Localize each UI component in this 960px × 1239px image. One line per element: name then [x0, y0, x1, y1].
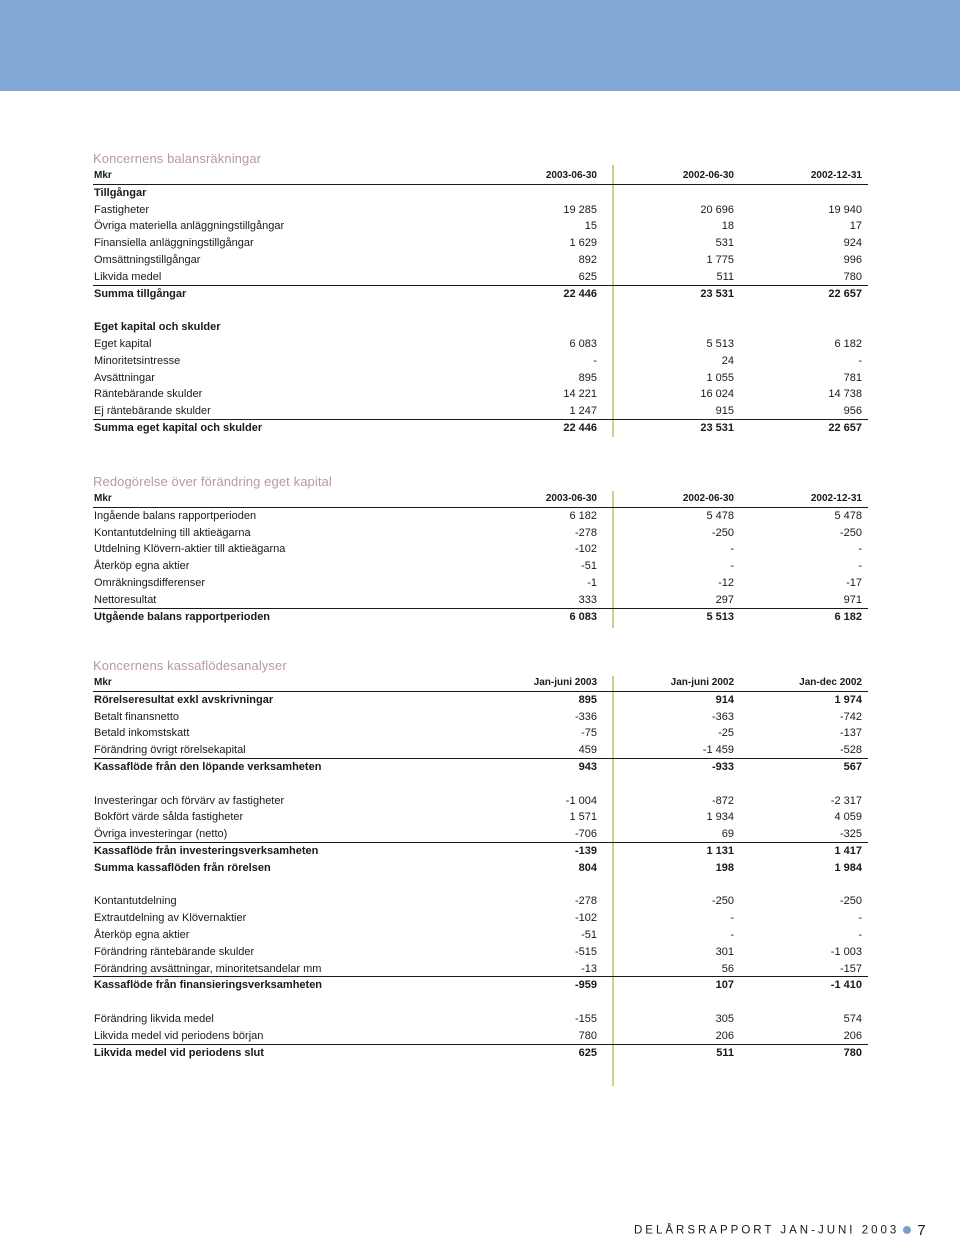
row-value: -933 — [711, 760, 734, 773]
table-row — [93, 269, 868, 286]
table-row — [93, 692, 868, 709]
row-value: 23 531 — [700, 421, 734, 434]
row-value: - — [858, 912, 862, 925]
table-row — [93, 541, 868, 558]
table-row — [93, 353, 868, 370]
table-row — [93, 793, 868, 810]
row-value: 22 446 — [563, 421, 597, 434]
row-value: - — [593, 354, 597, 367]
table-row — [93, 944, 868, 961]
row-value: 1 055 — [706, 371, 734, 384]
row-value: -278 — [574, 895, 597, 908]
row-label: Likvida medel vid periodens början — [94, 1029, 264, 1042]
table-row — [93, 843, 868, 860]
row-value: -528 — [839, 744, 862, 757]
row-value: -278 — [574, 526, 597, 539]
row-value: 20 696 — [700, 203, 734, 216]
row-value: 22 657 — [828, 421, 862, 434]
row-value: -515 — [574, 945, 597, 958]
row-value: - — [730, 912, 734, 925]
header-column-2: 2002-06-30 — [682, 493, 734, 504]
row-value: -1 — [587, 576, 597, 589]
table-row — [93, 742, 868, 759]
row-value: - — [730, 560, 734, 573]
row-value: 206 — [843, 1029, 862, 1042]
row-value: 23 531 — [700, 287, 734, 300]
row-value: 924 — [843, 237, 862, 250]
row-label: Fastigheter — [94, 203, 150, 216]
table-spacer — [93, 776, 868, 793]
table-row — [93, 1045, 868, 1062]
row-label: Finansiella anläggningstillgångar — [94, 237, 254, 250]
row-value: 19 285 — [563, 203, 597, 216]
row-value: 24 — [721, 354, 734, 367]
page-footer — [634, 1222, 926, 1239]
row-value: - — [858, 560, 862, 573]
table-row — [93, 252, 868, 269]
row-label: Räntebärande skulder — [94, 388, 203, 401]
row-value: 333 — [578, 593, 597, 606]
row-value: -2 317 — [830, 794, 862, 807]
row-value: -742 — [839, 710, 862, 723]
row-label: Kontantutdelning — [94, 895, 177, 908]
row-value: -139 — [574, 844, 597, 857]
table-row — [93, 910, 868, 927]
row-value: 22 446 — [563, 287, 597, 300]
row-value: 781 — [843, 371, 862, 384]
row-value: 1 629 — [569, 237, 597, 250]
header-column-1: 2003-06-30 — [545, 170, 597, 181]
table-row — [93, 977, 868, 994]
row-value: 5 478 — [706, 509, 734, 522]
row-label: Summa tillgångar — [94, 287, 187, 300]
eget-kapital-section — [93, 473, 868, 625]
row-value: 915 — [715, 405, 734, 418]
table-row — [93, 525, 868, 542]
row-value: 206 — [715, 1029, 734, 1042]
row-value: 14 738 — [828, 388, 862, 401]
row-value: 625 — [578, 1046, 597, 1059]
row-label: Återköp egna aktier — [94, 560, 190, 573]
row-value: 6 083 — [569, 610, 597, 623]
table-row — [93, 725, 868, 742]
row-value: -363 — [711, 710, 734, 723]
row-value: -51 — [581, 928, 597, 941]
row-label: Kassaflöde från finansieringsverksamheten — [94, 979, 323, 992]
table-spacer — [93, 302, 868, 319]
table-row — [93, 508, 868, 525]
table-row — [93, 386, 868, 403]
row-value: -51 — [581, 560, 597, 573]
table-row — [93, 759, 868, 776]
table-spacer — [93, 877, 868, 894]
row-label: Förändring räntebärande skulder — [94, 945, 255, 958]
row-value: 297 — [715, 593, 734, 606]
row-label: Summa eget kapital och skulder — [94, 421, 263, 434]
table-header-row — [93, 675, 868, 692]
row-value: 459 — [578, 744, 597, 757]
header-column-3: Jan-dec 2002 — [799, 677, 862, 688]
row-value: -325 — [839, 828, 862, 841]
table-header-row — [93, 168, 868, 185]
row-label: Eget kapital och skulder — [94, 321, 221, 334]
kassaflode-table — [93, 675, 868, 1061]
header-unit: Mkr — [94, 493, 112, 504]
row-label: Betald inkomstskatt — [94, 727, 190, 740]
row-value: -336 — [574, 710, 597, 723]
row-label: Förändring avsättningar, minoritetsandelar mm — [94, 962, 322, 975]
row-value: 892 — [578, 253, 597, 266]
row-value: 1 934 — [706, 811, 734, 824]
row-value: -1 004 — [565, 794, 597, 807]
row-label: Övriga investeringar (netto) — [94, 828, 228, 841]
header-unit: Mkr — [94, 170, 112, 181]
header-column-2: Jan-juni 2002 — [670, 677, 734, 688]
row-label: Kassaflöde från den löpande verksamheten — [94, 760, 322, 773]
table-row — [93, 403, 868, 420]
row-value: 956 — [843, 405, 862, 418]
row-label: Kassaflöde från investeringsverksamheten — [94, 844, 319, 857]
row-label: Rörelseresultat exkl avskrivningar — [94, 693, 274, 706]
table-row — [93, 218, 868, 235]
row-value: 971 — [843, 593, 862, 606]
row-value: 305 — [715, 1012, 734, 1025]
table-row — [93, 185, 868, 202]
row-label: Kontantutdelning till aktieägarna — [94, 526, 251, 539]
row-value: - — [730, 543, 734, 556]
row-value: 531 — [715, 237, 734, 250]
row-label: Extrautdelning av Klövernaktier — [94, 912, 247, 925]
row-label: Eget kapital — [94, 337, 152, 350]
row-value: -1 459 — [702, 744, 734, 757]
row-label: Investeringar och förvärv av fastigheter — [94, 794, 285, 807]
table-row — [93, 336, 868, 353]
row-label: Omsättningstillgångar — [94, 253, 201, 266]
header-column-2: 2002-06-30 — [682, 170, 734, 181]
row-value: 780 — [578, 1029, 597, 1042]
row-value: -250 — [711, 895, 734, 908]
row-value: -12 — [718, 576, 734, 589]
row-label: Summa kassaflöden från rörelsen — [94, 861, 271, 874]
row-value: 804 — [578, 861, 597, 874]
row-value: -13 — [581, 962, 597, 975]
table-row — [93, 826, 868, 843]
row-value: -75 — [581, 727, 597, 740]
row-label: Återköp egna aktier — [94, 928, 190, 941]
table-row — [93, 286, 868, 303]
row-value: 17 — [849, 220, 862, 233]
table-row — [93, 420, 868, 437]
bullet-dot-icon — [903, 1226, 911, 1234]
row-value: 574 — [843, 1012, 862, 1025]
row-value: - — [858, 928, 862, 941]
header-band — [0, 0, 960, 91]
row-value: 4 059 — [834, 811, 862, 824]
table-row — [93, 202, 868, 219]
table-row — [93, 558, 868, 575]
row-value: 914 — [715, 693, 734, 706]
row-value: 5 478 — [834, 509, 862, 522]
section-title: Redogörelse över förändring eget kapital — [93, 474, 332, 489]
row-value: 567 — [843, 760, 862, 773]
table-row — [93, 961, 868, 978]
page-number: 7 — [917, 1222, 926, 1239]
row-value: 780 — [843, 1046, 862, 1059]
row-value: 15 — [584, 220, 597, 233]
row-value: 301 — [715, 945, 734, 958]
row-label: Utdelning Klövern-aktier till aktieägarna — [94, 543, 286, 556]
kassaflode-section — [93, 657, 868, 1061]
table-spacer — [93, 994, 868, 1011]
row-label: Likvida medel — [94, 270, 162, 283]
row-value: 1 131 — [706, 844, 734, 857]
row-value: -155 — [574, 1012, 597, 1025]
row-value: - — [858, 543, 862, 556]
row-label: Minoritetsintresse — [94, 354, 181, 367]
row-value: 6 182 — [569, 509, 597, 522]
footer-text: DELÅRSRAPPORT JAN-JUNI 2003 — [634, 1224, 900, 1237]
table-row — [93, 1011, 868, 1028]
table-row — [93, 319, 868, 336]
row-label: Utgående balans rapportperioden — [94, 610, 271, 623]
row-label: Tillgångar — [94, 186, 147, 199]
row-label: Likvida medel vid periodens slut — [94, 1046, 264, 1059]
table-row — [93, 235, 868, 252]
row-value: -25 — [718, 727, 734, 740]
row-value: 996 — [843, 253, 862, 266]
row-value: 18 — [721, 220, 734, 233]
row-value: -872 — [711, 794, 734, 807]
row-label: Omräkningsdifferenser — [94, 576, 206, 589]
table-row — [93, 592, 868, 609]
header-unit: Mkr — [94, 677, 112, 688]
row-value: -250 — [711, 526, 734, 539]
table-row — [93, 709, 868, 726]
row-value: 107 — [715, 979, 734, 992]
row-value: 1 775 — [706, 253, 734, 266]
row-value: -250 — [839, 895, 862, 908]
row-value: -250 — [839, 526, 862, 539]
row-label: Förändring övrigt rörelsekapital — [94, 744, 246, 757]
row-value: 22 657 — [828, 287, 862, 300]
table-row — [93, 809, 868, 826]
row-value: -959 — [574, 979, 597, 992]
eget-kapital-table — [93, 491, 868, 625]
table-row — [93, 575, 868, 592]
row-value: 943 — [578, 760, 597, 773]
header-column-3: 2002-12-31 — [810, 493, 862, 504]
row-label: Avsättningar — [94, 371, 155, 384]
row-value: 5 513 — [706, 337, 734, 350]
header-column-3: 2002-12-31 — [810, 170, 862, 181]
balans-table — [93, 168, 868, 437]
row-label: Ej räntebärande skulder — [94, 405, 211, 418]
row-label: Ingående balans rapportperioden — [94, 509, 257, 522]
row-label: Övriga materiella anläggningstillgångar — [94, 220, 285, 233]
balans-section — [93, 150, 868, 437]
row-value: - — [730, 928, 734, 941]
row-value: 1 417 — [834, 844, 862, 857]
row-label: Bokfört värde sålda fastigheter — [94, 811, 244, 824]
row-value: 511 — [716, 270, 734, 283]
row-value: 895 — [578, 371, 597, 384]
row-value: 1 247 — [569, 405, 597, 418]
row-value: 56 — [721, 962, 734, 975]
table-row — [93, 370, 868, 387]
row-value: 6 182 — [834, 337, 862, 350]
row-value: -102 — [574, 912, 597, 925]
row-value: -17 — [846, 576, 862, 589]
row-value: 14 221 — [563, 388, 597, 401]
row-value: -706 — [574, 828, 597, 841]
row-value: 895 — [578, 693, 597, 706]
row-value: - — [858, 354, 862, 367]
row-value: 6 083 — [569, 337, 597, 350]
row-value: -1 003 — [830, 945, 862, 958]
section-title: Koncernens balansräkningar — [93, 151, 262, 166]
row-value: 511 — [716, 1046, 734, 1059]
row-value: 19 940 — [828, 203, 862, 216]
section-title: Koncernens kassaflödesanalyser — [93, 658, 287, 673]
table-row — [93, 860, 868, 877]
row-value: 6 182 — [834, 610, 862, 623]
row-value: 1 974 — [834, 693, 862, 706]
row-value: -102 — [574, 543, 597, 556]
row-value: 1 571 — [569, 811, 597, 824]
table-row — [93, 927, 868, 944]
row-label: Förändring likvida medel — [94, 1012, 214, 1025]
header-column-1: 2003-06-30 — [545, 493, 597, 504]
row-value: 69 — [721, 828, 734, 841]
row-value: -1 410 — [830, 979, 862, 992]
table-header-row — [93, 491, 868, 508]
row-value: -137 — [839, 727, 862, 740]
row-value: 5 513 — [706, 610, 734, 623]
row-value: 1 984 — [834, 861, 862, 874]
row-value: 625 — [578, 270, 597, 283]
header-column-1: Jan-juni 2003 — [533, 677, 597, 688]
table-row — [93, 1028, 868, 1045]
table-row — [93, 609, 868, 626]
row-value: -157 — [839, 962, 862, 975]
table-row — [93, 893, 868, 910]
row-value: 780 — [843, 270, 862, 283]
row-label: Nettoresultat — [94, 593, 157, 606]
row-label: Betalt finansnetto — [94, 710, 180, 723]
row-value: 198 — [715, 861, 734, 874]
row-value: 16 024 — [700, 388, 734, 401]
